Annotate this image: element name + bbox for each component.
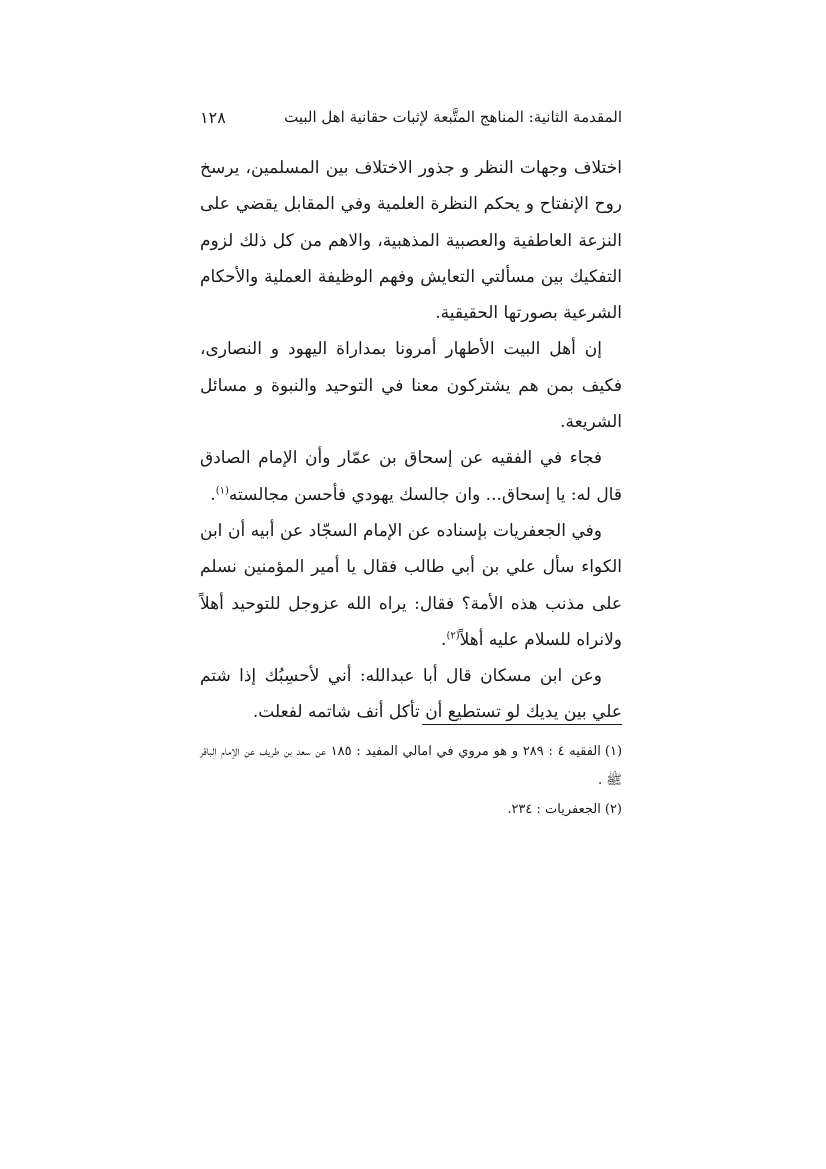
footnote-text: الفقيه ٤ : ٢٨٩ و هو مروي في امالي المفيد : ١٨٥ عن سعد بن طريف عن الإمام الباقر ﷺ . [200,744,622,788]
paragraph-end: . [210,484,216,505]
paragraph-3 [200,440,622,513]
paragraph-1 [200,150,622,331]
chapter-title: المقدمة الثانية: المناهج المتَّبعة لإثبات حقانية اهل البيت [284,108,622,126]
footnote-1 [200,737,622,795]
footnote-marker: (١) [604,744,623,759]
footnote-text: الجعفريات : ٢٣٤. [507,802,601,817]
running-header [200,108,622,138]
footnote-separator [422,724,622,725]
paragraph-2 [200,331,622,440]
footnotes [200,737,622,824]
paragraph-text: وفي الجعفريات بإسناده عن الإمام السجّاد عن أبيه أن ابن الكواء سأل علي بن أبي طالب فقال يا أمير المؤمنين نسلم على مذنب هذه الأمة؟ فقال: يراه الله عزوجل للتوحيد أهلاً ولانراه للسلام عليه أهلاً [200,520,622,650]
paragraph-4 [200,513,622,658]
page-number: ١٢٨ [200,108,226,127]
footnote-ref-1: (١) [215,485,229,497]
paragraph-text: اختلاف وجهات النظر و جذور الاختلاف بين المسلمين، يرسخ روح الإنفتاح و يحكم النظرة العلمية وفي المقابل يقضي على النزعة العاطفية والعصبية المذهبية، والاهم من كل ذلك لزوم التفكيك بين مسألتي التعايش وفهم الوظيفة العملية والأحكام الشرعية بصورتها الحقيقية. [200,158,622,324]
footnote-marker: (٢) [604,802,622,817]
paragraph-end: . [441,629,447,650]
main-text [200,150,622,731]
footnote-ref-2: (٢) [446,630,460,642]
footnote-2 [200,795,622,824]
paragraph-text: إن أهل البيت الأطهار أمرونا بمداراة اليهود و النصارى، فكيف بمن هم يشتركون معنا في التوحيد والنبوة و مسائل الشريعة. [200,339,622,433]
paragraph-text: فجاء في الفقيه عن إسحاق بن عمّار وأن الإمام الصادق قال له: يا إسحاق... وان جالسك يهودي فأحسن مجالسته [200,448,622,505]
paragraph-text: وعن ابن مسكان قال أبا عبدالله: أني لأحسِبُك إذا شتم علي بين يديك لو تستطيع أن تأكل أنف شاتمه لفعلت. [200,666,622,723]
paragraph-5 [200,658,622,731]
